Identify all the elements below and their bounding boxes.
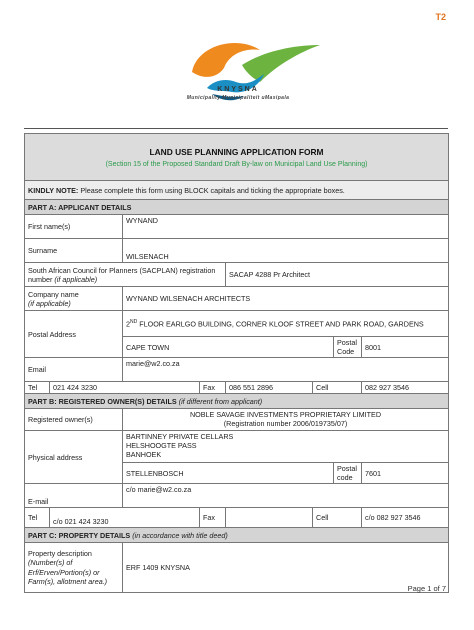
- page-number: Page 1 of 7: [407, 584, 446, 593]
- logo-name: KNYSNA: [217, 86, 259, 93]
- owner-email-label: E-mail: [25, 484, 123, 508]
- sacplan-label-note: (if applicable): [54, 274, 98, 284]
- part-b-heading-text: PART B: REGISTERED OWNER(S) DETAILS: [28, 396, 177, 406]
- postal-code-field[interactable]: 8001: [362, 337, 449, 358]
- property-description-label: [25, 543, 123, 593]
- sacplan-label: [25, 263, 226, 287]
- document-code: T2: [435, 12, 446, 22]
- application-form: [24, 133, 449, 593]
- first-name-label: First name(s): [25, 215, 123, 239]
- physical-address-label: Physical address: [25, 431, 123, 484]
- tel-label: Tel: [25, 382, 50, 394]
- first-name-field[interactable]: WYNAND: [123, 215, 449, 239]
- registered-owner-label: Registered owner(s): [25, 409, 123, 431]
- property-description-field[interactable]: ERF 1409 KNYSNA: [123, 543, 449, 593]
- postal-city-field[interactable]: CAPE TOWN: [123, 337, 334, 358]
- postal-line1-rest: FLOOR EARLGO BUILDING, CORNER KLOOF STREET AND PARK ROAD, GARDENS: [137, 319, 424, 329]
- phys-line-2: HELSHOOGTE PASS: [126, 441, 197, 450]
- owner-name: NOBLE SAVAGE INVESTMENTS PROPRIETARY LIMITED: [189, 409, 382, 419]
- registered-owner-field[interactable]: [123, 409, 449, 431]
- fax-label: Fax: [200, 382, 226, 394]
- part-c-heading: [25, 528, 449, 543]
- owner-fax-label: Fax: [200, 508, 226, 528]
- company-field[interactable]: WYNAND WILSENACH ARCHITECTS: [123, 287, 449, 311]
- postal-floor-number: 2: [126, 319, 130, 329]
- physical-address-lines[interactable]: [123, 431, 449, 463]
- property-label-text: Property description: [28, 548, 92, 558]
- email-field[interactable]: marie@w2.co.za: [123, 358, 449, 382]
- owner-postal-code-label: Postal code: [334, 463, 362, 484]
- cell-label: Cell: [313, 382, 362, 394]
- fax-field[interactable]: 086 551 2896: [226, 382, 313, 394]
- email-label: Email: [25, 358, 123, 382]
- postal-code-label: Postal Code: [334, 337, 362, 358]
- cell-field[interactable]: 082 927 3546: [362, 382, 449, 394]
- logo-green-wing: [242, 45, 320, 82]
- kindly-note: [25, 181, 449, 200]
- physical-city-field[interactable]: STELLENBOSCH: [123, 463, 334, 484]
- postal-address-label: Postal Address: [25, 311, 123, 358]
- part-a-heading: PART A: APPLICANT DETAILS: [25, 200, 449, 215]
- phys-line-1: BARTINNEY PRIVATE CELLARS: [126, 432, 234, 441]
- surname-field[interactable]: WILSENACH: [123, 239, 449, 263]
- surname-label: Surname: [25, 239, 123, 263]
- note-label: KINDLY NOTE:: [28, 185, 79, 195]
- company-label: [25, 287, 123, 311]
- header-divider: [24, 128, 448, 129]
- form-title: LAND USE PLANNING APPLICATION FORM: [149, 146, 324, 157]
- owner-fax-field[interactable]: [226, 508, 313, 528]
- owner-cell-field[interactable]: c/o 082 927 3546: [362, 508, 449, 528]
- form-subtitle: (Section 15 of the Proposed Standard Draft By-law on Municipal Land Use Planning): [105, 160, 368, 168]
- owner-postal-code-field[interactable]: 7601: [362, 463, 449, 484]
- knysna-logo: [152, 30, 322, 120]
- owner-cell-label: Cell: [313, 508, 362, 528]
- postal-address-line1[interactable]: [123, 311, 449, 337]
- owner-tel-label: Tel: [25, 508, 50, 528]
- tel-field[interactable]: 021 424 3230: [50, 382, 200, 394]
- postal-floor-suffix: ND: [130, 318, 138, 325]
- part-c-heading-note: (in accordance with title deed): [132, 530, 228, 540]
- logo-tagline: Municipality Munisipaliteit uMasipala: [186, 95, 290, 101]
- part-c-heading-text: PART C: PROPERTY DETAILS: [28, 530, 131, 540]
- phys-line-3: BANHOEK: [126, 450, 162, 459]
- owner-tel-field[interactable]: c/o 021 424 3230: [50, 508, 200, 528]
- owner-email-field[interactable]: c/o marie@w2.co.za: [123, 484, 449, 508]
- form-title-block: [25, 134, 449, 181]
- company-label-note: (if applicable): [28, 298, 71, 308]
- sacplan-label-text: South African Council for Planners (SACPLAN) registration number: [28, 265, 216, 284]
- part-b-heading-note: (if different from applicant): [178, 396, 263, 406]
- note-text: Please complete this form using BLOCK capitals and ticking the appropriate boxes.: [78, 185, 345, 195]
- part-b-heading: [25, 394, 449, 409]
- property-label-note: (Number(s) of Erf/Erven/Portion(s) or Farm(s), allotment area.): [28, 558, 108, 586]
- owner-registration: (Registration number 2006/019735/07): [223, 418, 348, 428]
- company-label-text: Company name: [28, 289, 79, 299]
- sacplan-field[interactable]: SACAP 4288 Pr Architect: [226, 263, 449, 287]
